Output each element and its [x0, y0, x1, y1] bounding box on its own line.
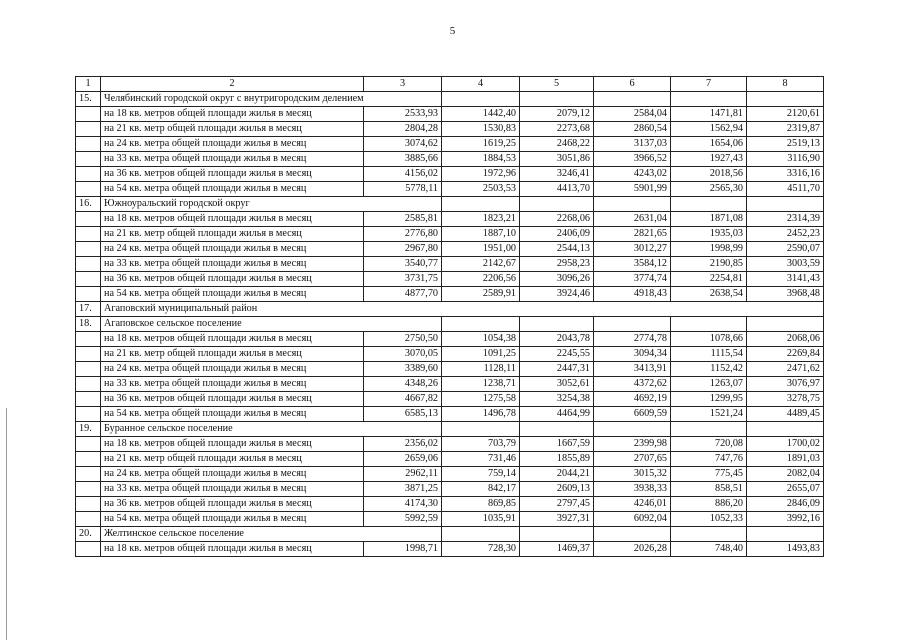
value-cell: 4156,02: [364, 167, 442, 182]
row-label: на 36 кв. метров общей площади жилья в месяц: [101, 167, 364, 182]
value-cell: 3774,74: [594, 272, 671, 287]
index-cell: [76, 437, 101, 452]
table-row: [76, 257, 824, 272]
column-number: 3: [364, 77, 442, 92]
table-row: [76, 287, 824, 302]
value-cell: 1823,21: [442, 212, 520, 227]
section-title: Южноуральский городской округ: [101, 197, 442, 212]
value-cell: 4372,62: [594, 377, 671, 392]
value-cell: 3968,48: [747, 287, 824, 302]
value-cell: 4413,70: [520, 182, 594, 197]
row-label: на 33 кв. метра общей площади жилья в месяц: [101, 377, 364, 392]
index-cell: [76, 452, 101, 467]
index-cell: [76, 512, 101, 527]
value-cell: 2406,09: [520, 227, 594, 242]
value-cell: 2452,23: [747, 227, 824, 242]
value-cell: 4246,01: [594, 497, 671, 512]
value-cell: 3278,75: [747, 392, 824, 407]
empty-cell: [442, 422, 520, 437]
table-row: [76, 407, 824, 422]
table-row: [76, 437, 824, 452]
index-cell: [76, 377, 101, 392]
value-cell: 1442,40: [442, 107, 520, 122]
row-label: на 24 кв. метра общей площади жилья в месяц: [101, 137, 364, 152]
value-cell: 1115,54: [671, 347, 747, 362]
table-row: [76, 227, 824, 242]
table-row: [76, 377, 824, 392]
value-cell: 1054,38: [442, 332, 520, 347]
value-cell: 3584,12: [594, 257, 671, 272]
empty-cell: [747, 317, 824, 332]
value-cell: 2120,61: [747, 107, 824, 122]
value-cell: 2544,13: [520, 242, 594, 257]
column-number: 6: [594, 77, 671, 92]
value-cell: 6609,59: [594, 407, 671, 422]
value-cell: 2565,30: [671, 182, 747, 197]
value-cell: 3540,77: [364, 257, 442, 272]
value-cell: 2821,65: [594, 227, 671, 242]
value-cell: 1493,83: [747, 542, 824, 557]
table-row: [76, 347, 824, 362]
empty-cell: [520, 527, 594, 542]
value-cell: 2774,78: [594, 332, 671, 347]
value-cell: 3966,52: [594, 152, 671, 167]
value-cell: 1891,03: [747, 452, 824, 467]
row-label: на 18 кв. метров общей площади жилья в месяц: [101, 437, 364, 452]
value-cell: 2314,39: [747, 212, 824, 227]
table-row: [76, 512, 824, 527]
value-cell: 2079,12: [520, 107, 594, 122]
empty-cell: [671, 527, 747, 542]
row-label: на 33 кв. метра общей площади жилья в месяц: [101, 257, 364, 272]
empty-cell: [594, 92, 671, 107]
column-number: 2: [101, 77, 364, 92]
empty-cell: [671, 197, 747, 212]
section-title: Агаповское сельское поселение: [101, 317, 442, 332]
index-cell: [76, 392, 101, 407]
empty-cell: [520, 197, 594, 212]
value-cell: 1152,42: [671, 362, 747, 377]
value-cell: 3254,38: [520, 392, 594, 407]
value-cell: 2268,06: [520, 212, 594, 227]
empty-cell: [442, 527, 520, 542]
value-cell: 720,08: [671, 437, 747, 452]
section-number: 20.: [76, 527, 101, 542]
value-cell: 2245,55: [520, 347, 594, 362]
value-cell: 3051,86: [520, 152, 594, 167]
value-cell: 731,46: [442, 452, 520, 467]
value-cell: 1521,24: [671, 407, 747, 422]
index-cell: [76, 152, 101, 167]
value-cell: 747,76: [671, 452, 747, 467]
value-cell: 1654,06: [671, 137, 747, 152]
empty-cell: [520, 92, 594, 107]
index-cell: [76, 122, 101, 137]
value-cell: 2519,13: [747, 137, 824, 152]
index-cell: [76, 167, 101, 182]
value-cell: 2043,78: [520, 332, 594, 347]
row-label: на 24 кв. метра общей площади жилья в месяц: [101, 242, 364, 257]
index-cell: [76, 362, 101, 377]
section-title: Челябинский городской округ с внутригородским делением: [101, 92, 442, 107]
value-cell: 3885,66: [364, 152, 442, 167]
value-cell: 4511,70: [747, 182, 824, 197]
empty-cell: [594, 317, 671, 332]
empty-cell: [671, 92, 747, 107]
value-cell: 3137,03: [594, 137, 671, 152]
value-cell: 2655,07: [747, 482, 824, 497]
section-title: Буранное сельское поселение: [101, 422, 442, 437]
value-cell: 3015,32: [594, 467, 671, 482]
value-cell: 1078,66: [671, 332, 747, 347]
value-cell: 3316,16: [747, 167, 824, 182]
section-row: [76, 302, 824, 317]
value-cell: 3413,91: [594, 362, 671, 377]
table-row: [76, 482, 824, 497]
value-cell: 2776,80: [364, 227, 442, 242]
value-cell: 2026,28: [594, 542, 671, 557]
value-cell: 1972,96: [442, 167, 520, 182]
value-cell: 1562,94: [671, 122, 747, 137]
row-label: на 21 кв. метр общей площади жилья в месяц: [101, 452, 364, 467]
row-label: на 54 кв. метра общей площади жилья в месяц: [101, 512, 364, 527]
value-cell: 869,85: [442, 497, 520, 512]
section-title: Желтинское сельское поселение: [101, 527, 442, 542]
value-cell: 2273,68: [520, 122, 594, 137]
value-cell: 1299,95: [671, 392, 747, 407]
value-cell: 3003,59: [747, 257, 824, 272]
table-row: [76, 167, 824, 182]
index-cell: [76, 212, 101, 227]
value-cell: 1927,43: [671, 152, 747, 167]
value-cell: 4174,30: [364, 497, 442, 512]
section-row: [76, 92, 824, 107]
value-cell: 1469,37: [520, 542, 594, 557]
row-label: на 36 кв. метров общей площади жилья в месяц: [101, 272, 364, 287]
value-cell: 3927,31: [520, 512, 594, 527]
value-cell: 2631,04: [594, 212, 671, 227]
index-cell: [76, 107, 101, 122]
value-cell: 2659,06: [364, 452, 442, 467]
empty-cell: [747, 197, 824, 212]
value-cell: 2797,45: [520, 497, 594, 512]
value-cell: 2068,06: [747, 332, 824, 347]
empty-cell: [594, 527, 671, 542]
value-cell: 2589,91: [442, 287, 520, 302]
index-cell: [76, 137, 101, 152]
index-cell: [76, 272, 101, 287]
value-cell: 3246,41: [520, 167, 594, 182]
table-row: [76, 152, 824, 167]
value-cell: 2804,28: [364, 122, 442, 137]
table-row: [76, 497, 824, 512]
value-cell: 2860,54: [594, 122, 671, 137]
column-number: 1: [76, 77, 101, 92]
value-cell: 886,20: [671, 497, 747, 512]
value-cell: 703,79: [442, 437, 520, 452]
value-cell: 2082,04: [747, 467, 824, 482]
value-cell: 2584,04: [594, 107, 671, 122]
table-row: [76, 542, 824, 557]
table-row: [76, 137, 824, 152]
column-number: 4: [442, 77, 520, 92]
value-cell: 2190,85: [671, 257, 747, 272]
empty-cell: [671, 317, 747, 332]
scan-margin-line: [6, 408, 7, 640]
value-cell: 2399,98: [594, 437, 671, 452]
value-cell: 3731,75: [364, 272, 442, 287]
index-cell: [76, 497, 101, 512]
table-row: [76, 107, 824, 122]
row-label: на 18 кв. метров общей площади жилья в месяц: [101, 542, 364, 557]
section-number: 15.: [76, 92, 101, 107]
value-cell: 3070,05: [364, 347, 442, 362]
value-cell: 1700,02: [747, 437, 824, 452]
section-number: 19.: [76, 422, 101, 437]
value-cell: 2471,62: [747, 362, 824, 377]
column-number: 7: [671, 77, 747, 92]
index-cell: [76, 182, 101, 197]
empty-cell: [747, 92, 824, 107]
value-cell: 3924,46: [520, 287, 594, 302]
index-cell: [76, 287, 101, 302]
value-cell: 842,17: [442, 482, 520, 497]
row-label: на 24 кв. метра общей площади жилья в месяц: [101, 362, 364, 377]
row-label: на 18 кв. метров общей площади жилья в месяц: [101, 212, 364, 227]
value-cell: 1530,83: [442, 122, 520, 137]
value-cell: 1998,99: [671, 242, 747, 257]
value-cell: 2254,81: [671, 272, 747, 287]
table-row: [76, 272, 824, 287]
index-cell: [76, 257, 101, 272]
empty-cell: [747, 422, 824, 437]
table-body: [76, 77, 824, 557]
row-label: на 36 кв. метров общей площади жилья в месяц: [101, 497, 364, 512]
value-cell: 1263,07: [671, 377, 747, 392]
row-label: на 24 кв. метра общей площади жилья в месяц: [101, 467, 364, 482]
value-cell: 3871,25: [364, 482, 442, 497]
row-label: на 54 кв. метра общей площади жилья в месяц: [101, 407, 364, 422]
value-cell: 2585,81: [364, 212, 442, 227]
value-cell: 1951,00: [442, 242, 520, 257]
empty-cell: [442, 317, 520, 332]
value-cell: 1091,25: [442, 347, 520, 362]
value-cell: 4667,82: [364, 392, 442, 407]
value-cell: 1275,58: [442, 392, 520, 407]
empty-cell: [671, 422, 747, 437]
empty-cell: [594, 197, 671, 212]
row-label: на 18 кв. метров общей площади жилья в месяц: [101, 332, 364, 347]
empty-cell: [442, 197, 520, 212]
value-cell: 2962,11: [364, 467, 442, 482]
value-cell: 3096,26: [520, 272, 594, 287]
value-cell: 2044,21: [520, 467, 594, 482]
value-cell: 6585,13: [364, 407, 442, 422]
value-cell: 2846,09: [747, 497, 824, 512]
value-cell: 2609,13: [520, 482, 594, 497]
value-cell: 3074,62: [364, 137, 442, 152]
section-row: [76, 317, 824, 332]
value-cell: 1855,89: [520, 452, 594, 467]
index-cell: [76, 467, 101, 482]
column-number: 8: [747, 77, 824, 92]
row-label: на 21 кв. метр общей площади жилья в месяц: [101, 347, 364, 362]
section-number: 17.: [76, 302, 101, 317]
section-number: 18.: [76, 317, 101, 332]
value-cell: 2750,50: [364, 332, 442, 347]
value-cell: 1471,81: [671, 107, 747, 122]
section-row: [76, 527, 824, 542]
index-cell: [76, 242, 101, 257]
table-row: [76, 467, 824, 482]
value-cell: 1871,08: [671, 212, 747, 227]
value-cell: 3141,43: [747, 272, 824, 287]
section-row: [76, 197, 824, 212]
value-cell: 5778,11: [364, 182, 442, 197]
value-cell: 5992,59: [364, 512, 442, 527]
value-cell: 2533,93: [364, 107, 442, 122]
table-row: [76, 332, 824, 347]
section-number: 16.: [76, 197, 101, 212]
column-number: 5: [520, 77, 594, 92]
row-label: на 18 кв. метров общей площади жилья в месяц: [101, 107, 364, 122]
value-cell: 2590,07: [747, 242, 824, 257]
empty-cell: [747, 527, 824, 542]
value-cell: 858,51: [671, 482, 747, 497]
value-cell: 1128,11: [442, 362, 520, 377]
row-label: на 21 кв. метр общей площади жилья в месяц: [101, 227, 364, 242]
value-cell: 6092,04: [594, 512, 671, 527]
value-cell: 3012,27: [594, 242, 671, 257]
row-label: на 21 кв. метр общей площади жилья в месяц: [101, 122, 364, 137]
table-row: [76, 362, 824, 377]
index-cell: [76, 542, 101, 557]
table-row: [76, 452, 824, 467]
value-cell: 2018,56: [671, 167, 747, 182]
value-cell: 2468,22: [520, 137, 594, 152]
row-label: на 54 кв. метра общей площади жилья в месяц: [101, 287, 364, 302]
value-cell: 1887,10: [442, 227, 520, 242]
value-cell: 2958,23: [520, 257, 594, 272]
table-row: [76, 392, 824, 407]
row-label: на 54 кв. метра общей площади жилья в месяц: [101, 182, 364, 197]
value-cell: 3992,16: [747, 512, 824, 527]
page-number: 5: [449, 25, 456, 37]
row-label: на 33 кв. метра общей площади жилья в месяц: [101, 482, 364, 497]
value-cell: 3938,33: [594, 482, 671, 497]
value-cell: 4918,43: [594, 287, 671, 302]
table-row: [76, 242, 824, 257]
index-cell: [76, 332, 101, 347]
value-cell: 2447,31: [520, 362, 594, 377]
section-title: Агаповский муниципальный район: [101, 302, 824, 317]
row-label: на 33 кв. метра общей площади жилья в месяц: [101, 152, 364, 167]
value-cell: 1496,78: [442, 407, 520, 422]
value-cell: 2269,84: [747, 347, 824, 362]
value-cell: 2319,87: [747, 122, 824, 137]
value-cell: 1884,53: [442, 152, 520, 167]
value-cell: 4243,02: [594, 167, 671, 182]
value-cell: 748,40: [671, 542, 747, 557]
index-cell: [76, 347, 101, 362]
value-cell: 3116,90: [747, 152, 824, 167]
tariff-table: [75, 76, 824, 557]
value-cell: 728,30: [442, 542, 520, 557]
value-cell: 3389,60: [364, 362, 442, 377]
index-cell: [76, 227, 101, 242]
column-number-row: [76, 77, 824, 92]
value-cell: 4877,70: [364, 287, 442, 302]
empty-cell: [442, 92, 520, 107]
row-label: на 36 кв. метров общей площади жилья в месяц: [101, 392, 364, 407]
table-row: [76, 212, 824, 227]
table-row: [76, 182, 824, 197]
value-cell: 2638,54: [671, 287, 747, 302]
value-cell: 2356,02: [364, 437, 442, 452]
value-cell: 2707,65: [594, 452, 671, 467]
value-cell: 4489,45: [747, 407, 824, 422]
index-cell: [76, 482, 101, 497]
value-cell: 1035,91: [442, 512, 520, 527]
empty-cell: [520, 317, 594, 332]
index-cell: [76, 407, 101, 422]
value-cell: 1998,71: [364, 542, 442, 557]
value-cell: 3052,61: [520, 377, 594, 392]
value-cell: 775,45: [671, 467, 747, 482]
value-cell: 5901,99: [594, 182, 671, 197]
value-cell: 759,14: [442, 467, 520, 482]
section-row: [76, 422, 824, 437]
table-row: [76, 122, 824, 137]
value-cell: 1052,33: [671, 512, 747, 527]
value-cell: 4692,19: [594, 392, 671, 407]
value-cell: 3094,34: [594, 347, 671, 362]
value-cell: 1238,71: [442, 377, 520, 392]
value-cell: 3076,97: [747, 377, 824, 392]
value-cell: 2142,67: [442, 257, 520, 272]
value-cell: 1667,59: [520, 437, 594, 452]
value-cell: 2503,53: [442, 182, 520, 197]
value-cell: 1619,25: [442, 137, 520, 152]
value-cell: 2967,80: [364, 242, 442, 257]
value-cell: 1935,03: [671, 227, 747, 242]
value-cell: 4348,26: [364, 377, 442, 392]
empty-cell: [520, 422, 594, 437]
value-cell: 4464,99: [520, 407, 594, 422]
value-cell: 2206,56: [442, 272, 520, 287]
empty-cell: [594, 422, 671, 437]
